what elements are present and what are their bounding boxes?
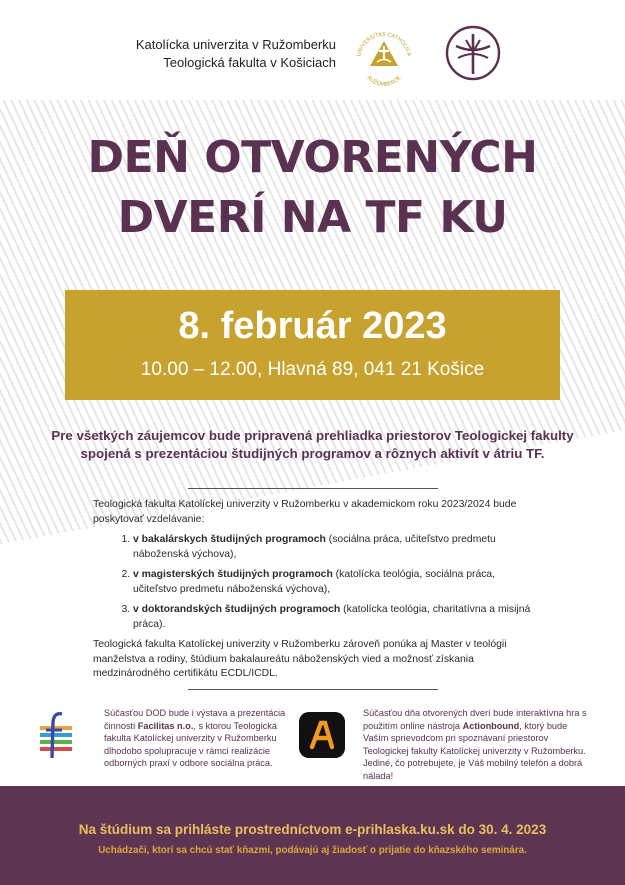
- lead-line-2: spojená s prezentáciou študijných programov a rôznych aktivít v átriu TF.: [80, 446, 545, 461]
- svg-text:RUŽOMBEROK: [365, 75, 402, 88]
- program-doctoral-title: v doktorandských študijných programoch: [133, 604, 341, 615]
- page-title: [0, 128, 625, 248]
- programs-outro: Teologická fakulta Katolíckej univerzity v Ružomberku zároveň ponúka aj Master v teológii manželstva a rodiny, štúdium bakalaureátu náboženských vied a možnosť získania medzinárodného certifikátu ECDL/ICDL.: [93, 639, 507, 679]
- header: [0, 0, 625, 100]
- facilitas-name: Facilitas n.o.: [137, 720, 194, 731]
- facilitas-text: [104, 707, 304, 770]
- actionbound-text-post: , ktorý bude Vaším sprievodcom pri spoznávaní priestorov Teologickej fakulty Katolíckej univerzity v Ružomberku. Jediné, čo potrebujete, je Váš mobilný telefón a dobrá nálada!: [363, 720, 586, 781]
- seminary-notice: Uchádzači, ktorí sa chcú stať kňazmi, podávajú aj žiadosť o prijatie do kňazského seminára.: [98, 845, 527, 856]
- seal-top-text: UNIVERSITAS CATHOLICA: [356, 31, 412, 58]
- program-item-master: [133, 568, 533, 597]
- actionbound-name: Actionbound: [462, 720, 520, 731]
- facilitas-logo-icon: [40, 710, 72, 762]
- divider-top: [188, 488, 438, 489]
- footer-banner: [0, 786, 625, 885]
- university-name: Katolícka univerzita v Ružomberku: [135, 37, 336, 52]
- application-notice: Na štúdium sa prihláste prostredníctvom e-prihlaska.ku.sk do 30. 4. 2023: [78, 822, 547, 837]
- program-item-doctoral: [133, 603, 533, 632]
- event-banner: [65, 290, 560, 400]
- actionbound-text-pre: Súčasťou dňa otvorených dverí bude interaktívna hra s použitím online nástroja: [363, 708, 587, 731]
- title-line-2: DVERÍ NA TF KU: [117, 192, 508, 243]
- seal-bottom-text: RUŽOMBEROK: [365, 75, 403, 89]
- event-time-place: 10.00 – 12.00, Hlavná 89, 041 21 Košice: [140, 359, 485, 380]
- faculty-name: Teologická fakulta v Košiciach: [163, 55, 336, 70]
- divider-bottom: [188, 689, 438, 690]
- program-item-bachelor: [133, 533, 533, 562]
- facilitas-text-post: , s ktorou Teologická fakulta Katolíckej univerzity v Ružomberku dlhodobo spolupracuje v rámci realizácie odborných praxí v odbore sociálna práca.: [104, 720, 277, 769]
- title-line-1: DEŇ OTVORENÝCH: [87, 132, 538, 183]
- program-master-detail: (katolícka teológia, sociálna práca, učiteľstvo predmetu náboženská výchova),: [133, 569, 496, 595]
- program-doctoral-detail: (katolícka teológia, charitatívna a misijná práca).: [133, 604, 531, 630]
- lead-text: [40, 427, 585, 463]
- actionbound-logo-icon: [299, 712, 345, 758]
- facilitas-text-pre: Súčasťou DOD bude i výstava a prezentácia činnosti: [104, 708, 286, 731]
- institution-name: [96, 36, 336, 72]
- university-seal-icon: [350, 24, 418, 92]
- lead-line-1: Pre všetkých záujemcov bude pripravená prehliadka priestorov Teologickej fakulty: [51, 428, 574, 443]
- program-bachelor-title: v bakalárskych študijných programoch: [133, 534, 326, 545]
- programs-list: [93, 533, 533, 632]
- actionbound-text: [363, 707, 593, 783]
- event-date: 8. február 2023: [178, 305, 447, 347]
- program-bachelor-detail: (sociálna práca, učiteľstvo predmetu náboženská výchova),: [133, 534, 496, 560]
- program-master-title: v magisterských študijných programoch: [133, 569, 333, 580]
- faculty-logo-icon: [444, 24, 502, 82]
- programs-intro: Teologická fakulta Katolíckej univerzity v Ružomberku v akademickom roku 2023/2024 bude poskytovať vzdelávanie:: [93, 499, 517, 525]
- programs-section: [93, 498, 533, 682]
